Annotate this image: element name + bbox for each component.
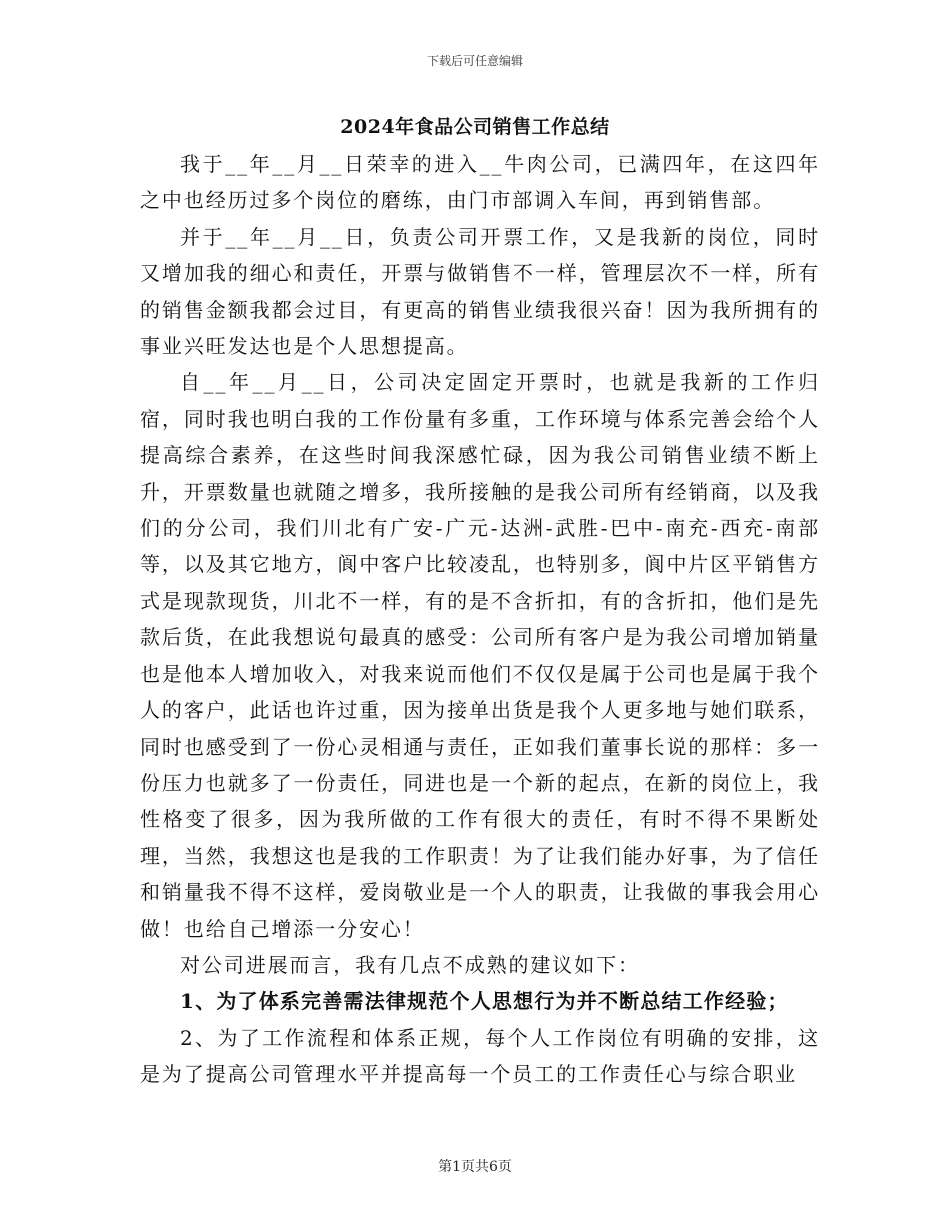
paragraph-bold: 1、为了体系完善需法律规范个人思想行为并不断总结工作经验； [180, 989, 789, 1014]
paragraph: 我于__年__月__日荣幸的进入__牛肉公司，已满四年，在这四年之中也经历过多个岗位的磨练，由门市部调入车间，再到销售部。 [140, 152, 820, 213]
paragraph: 2、为了工作流程和体系正规，每个人工作岗位有明确的安排，这是为了提高公司管理水平并提高每一个员工的工作责任心与综合职业 [140, 1025, 820, 1087]
header-note: 下载后可任意编辑 [426, 54, 523, 68]
document-title: 2024年食品公司销售工作总结 [340, 116, 610, 138]
document-body [140, 146, 820, 1093]
paragraph: 对公司进展而言，我有几点不成熟的建议如下： [180, 952, 640, 977]
page-footer: 第1页共6页 [438, 1159, 512, 1175]
paragraph: 并于__年__月__日，负责公司开票工作，又是我新的岗位，同时又增加我的细心和责任，开票与做销售不一样，管理层次不一样，所有的销售金额我都会过目，有更高的销售业绩我很兴奋！因为我所拥有的事业兴旺发达也是个人思想提高。 [140, 224, 820, 359]
paragraph: 自__年__月__日，公司决定固定开票时，也就是我新的工作归宿，同时我也明白我的工作份量有多重，工作环境与体系完善会给个人提高综合素养，在这些时间我深感忙碌，因为我公司销售业绩不断上升，开票数量也就随之增多，我所接触的是我公司所有经销商，以及我们的分公司，我们川北有广安-广元-达洲-武胜-巴中-南充-西充-南部等，以及其它地方，阆中客户比较凌乱，也特别多，阆中片区平销售方式是现款现货，川北不一样，有的是不含折扣，有的含折扣，他们是先款后货，在此我想说句最真的感受：公司所有客户是为我公司增加销量也是他本人增加收入，对我来说而他们不仅仅是属于公司也是属于我个人的客户，此话也许过重，因为接单出货是我个人更多地与她们联系，同时也感受到了一份心灵相通与责任，正如我们董事长说的那样：多一份压力也就多了一份责任，同进也是一个新的起点，在新的岗位上，我性格变了很多，因为我所做的工作有很大的责任，有时不得不果断处理，当然，我想这也是我的工作职责！为了让我们能办好事，为了信任和销量我不得不这样，爱岗敬业是一个人的职责，让我做的事我会用心做！也给自己增添一分安心！ [140, 370, 820, 941]
